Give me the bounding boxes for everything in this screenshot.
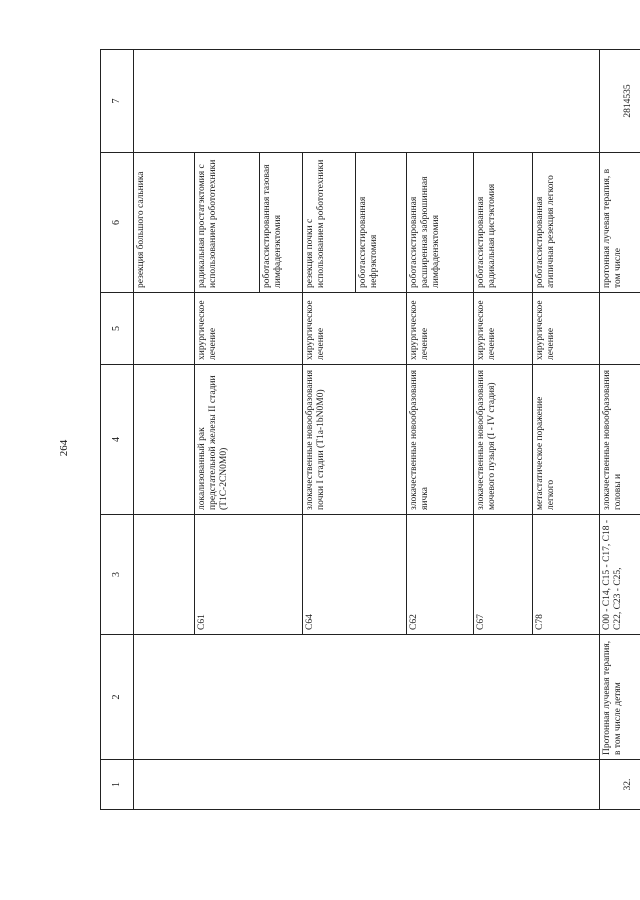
table-header-row <box>101 50 134 810</box>
code-cell: C61 <box>195 515 303 635</box>
cost-cell: 2814535 <box>600 50 640 153</box>
diagnosis-cell: злокачественные новообразования головы и <box>600 365 640 515</box>
header-col-4: 4 <box>101 365 134 515</box>
care-type-cell-empty <box>134 635 600 760</box>
table-row <box>600 50 640 810</box>
diagnosis-cell: локализованный рак предстательной железы II стадии (T1C-2CN0M0) <box>195 365 303 515</box>
page-number: 264 <box>58 439 70 457</box>
diagnosis-cell: метастатическое поражение легкого <box>533 365 600 515</box>
method-cell: резекция почки с использованием робототехники <box>303 153 356 293</box>
method-cell: резекция большого сальника <box>134 153 195 293</box>
code-cell: C78 <box>533 515 600 635</box>
treatment-cell-empty <box>600 293 640 365</box>
row-number-cell-empty <box>134 760 600 810</box>
cost-cell-empty <box>134 50 600 153</box>
diagnosis-cell: злокачественные новообразования мочевого пузыря (I - IV стадия) <box>474 365 533 515</box>
code-cell: C00 - C14, C15 - C17, C18 - C22, C23 - C25, <box>600 515 640 635</box>
code-cell: C62 <box>407 515 474 635</box>
treatment-cell-empty <box>134 293 195 365</box>
header-col-6: 6 <box>101 153 134 293</box>
method-cell: роботассистированная атипичная резекция легкого <box>533 153 600 293</box>
header-col-5: 5 <box>101 293 134 365</box>
code-cell: C67 <box>474 515 533 635</box>
header-col-2: 2 <box>101 635 134 760</box>
method-cell: радикальная простатэктомия с использованием робототехники <box>195 153 260 293</box>
treatment-cell: хирургическое лечение <box>195 293 303 365</box>
medical-care-table <box>100 49 640 810</box>
method-cell: роботассистированная радикальная цистэктомия <box>474 153 533 293</box>
treatment-cell: хирургическое лечение <box>303 293 407 365</box>
method-cell: роботассистированная нефрэктомия <box>356 153 407 293</box>
table-row <box>134 50 195 810</box>
diagnosis-cell: злокачественные новообразования яичка <box>407 365 474 515</box>
care-type-cell: Протонная лучевая терапия, в том числе детям <box>600 635 640 760</box>
treatment-cell: хирургическое лечение <box>474 293 533 365</box>
diagnosis-cell-empty <box>134 365 195 515</box>
treatment-cell: хирургическое лечение <box>407 293 474 365</box>
document-sheet <box>100 50 634 810</box>
code-cell: C64 <box>303 515 407 635</box>
header-col-1: 1 <box>101 760 134 810</box>
method-cell: протонная лучевая терапия, в том числе <box>600 153 640 293</box>
method-cell: роботассистированная тазовая лимфаденэктомия <box>260 153 303 293</box>
header-col-3: 3 <box>101 515 134 635</box>
diagnosis-cell: злокачественные новообразования почки I стадии (T1a-1bN0M0) <box>303 365 407 515</box>
row-number-cell: 32. <box>600 760 640 810</box>
treatment-cell: хирургическое лечение <box>533 293 600 365</box>
code-cell-empty <box>134 515 195 635</box>
method-cell: роботассистированная расширенная забрюшинная лимфаденэктомия <box>407 153 474 293</box>
header-col-7: 7 <box>101 50 134 153</box>
